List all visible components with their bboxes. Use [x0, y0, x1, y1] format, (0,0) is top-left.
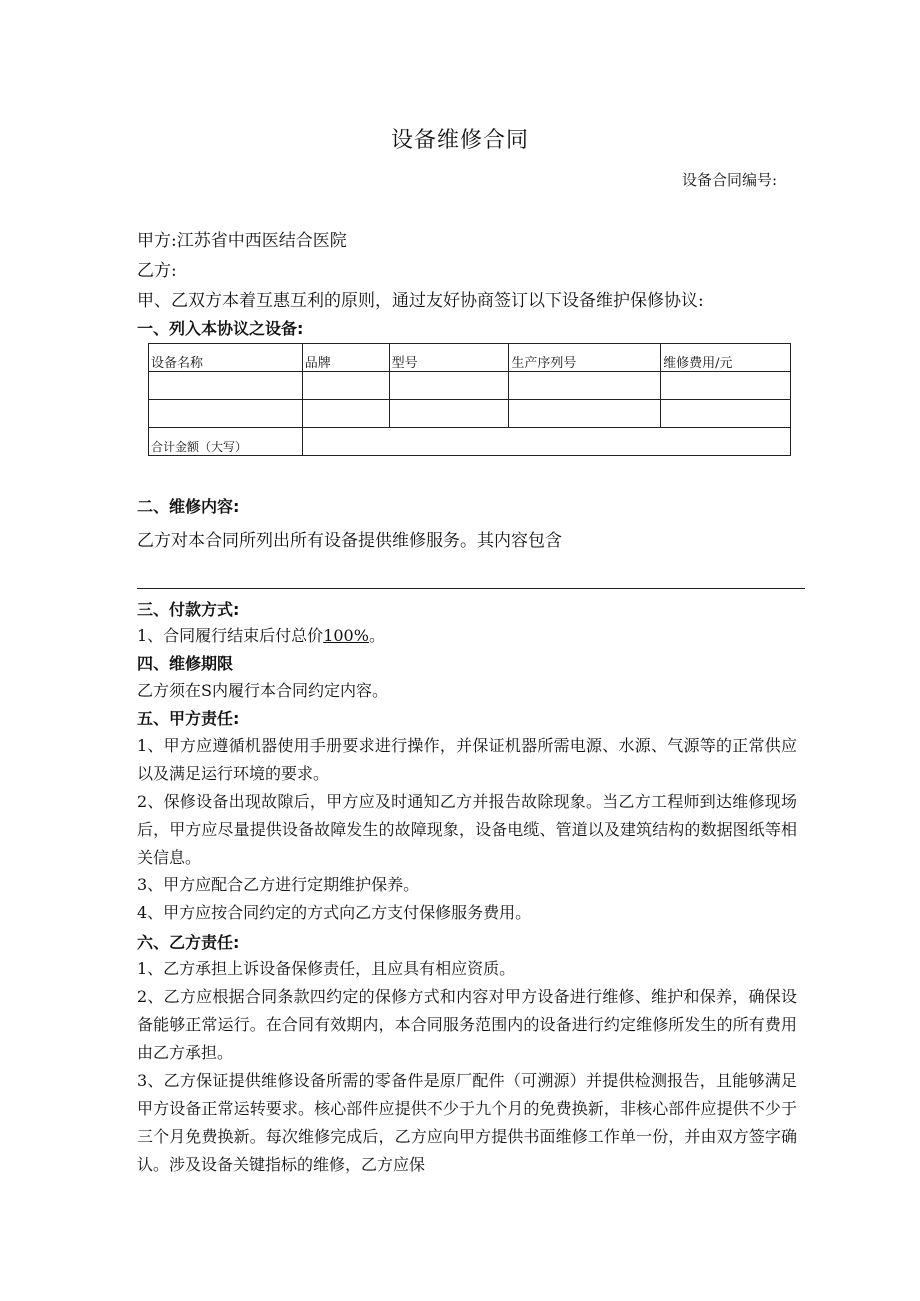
section5-item: 4、甲方应按合同约定的方式向乙方支付保修服务费用。: [137, 903, 532, 922]
payment-item-suffix: 。: [368, 626, 385, 645]
section1-heading: 一、列入本协议之设备:: [137, 319, 304, 338]
section6-item: 3、乙方保证提供维修设备所需的零备件是原厂配件（可溯源）并提供检测报告，且能够满足甲方设备正常运转要求。核心部件应提供不少于九个月的免费换新，非核心部件应提供不少于三个月免费换新。每次维修完成后，乙方应向甲方提供书面维修工作单一份，并由双方签字确认。涉及设备关键指标的维修，乙方应保: [137, 1071, 797, 1174]
section2-text: 乙方对本合同所列出所有设备提供维修服务。其内容包含: [137, 531, 562, 551]
table-row: [149, 400, 791, 428]
payment-amount: 100%: [323, 626, 369, 645]
section5-item: 2、保修设备出现故隙后，甲方应及时通知乙方并报告故除现象。当乙方工程师到达维修现场后，甲方应尽量提供设备故障发生的故障现象，设备电缆、管道以及建筑结构的数据图纸等相关信息。: [137, 792, 797, 867]
header-cell-name: 设备名称: [149, 344, 303, 372]
header-cell-serial: 生产序列号: [509, 344, 661, 372]
section4-heading: 四、维修期限: [137, 654, 234, 673]
table-cell: [509, 400, 661, 428]
header-cell-cost: 维修费用/元: [661, 344, 791, 372]
section6-heading: 六、乙方责任:: [137, 933, 240, 952]
party-b: 乙方:: [137, 261, 177, 281]
table-cell: [149, 372, 303, 400]
section3-heading: 三、付款方式:: [137, 600, 240, 619]
party-a: 甲方:江苏省中西医结合医院: [137, 231, 347, 251]
payment-item: [137, 623, 385, 646]
contract-number-label: 设备合同编号:: [682, 171, 778, 189]
section6-item: 1、乙方承担上诉设备保修责任，且应具有相应资质。: [137, 959, 516, 978]
table-cell: [389, 372, 509, 400]
total-label-cell: 合计金额（大写）: [149, 428, 303, 456]
section4-text: 乙方须在S内履行本合同约定内容。: [137, 681, 388, 700]
total-value-cell: [302, 428, 790, 456]
table-cell: [661, 372, 791, 400]
table-cell: [389, 400, 509, 428]
intro-text: 甲、乙双方本着互惠互利的原则，通过友好协商签订以下设备维护保修协议:: [137, 291, 704, 311]
section6-item: 2、乙方应根据合同条款四约定的保修方式和内容对甲方设备进行维修、维护和保养，确保设备能够正常运行。在合同有效期内，本合同服务范围内的设备进行约定维修所发生的所有费用由乙方承担。: [137, 987, 797, 1062]
blank-fill-line: [137, 588, 805, 589]
header-cell-model: 型号: [389, 344, 509, 372]
payment-item-prefix: 1、合同履行结束后付总价: [137, 626, 324, 645]
section5-item: 3、甲方应配合乙方进行定期维护保养。: [137, 875, 420, 894]
equipment-table: [148, 343, 791, 456]
table-total-row: [149, 428, 791, 456]
section5-item: 1、甲方应遵循机器使用手册要求进行操作，并保证机器所需电源、水源、气源等的正常供应以及满足运行环境的要求。: [137, 736, 797, 783]
table-cell: [509, 372, 661, 400]
table-cell: [302, 400, 389, 428]
table-row: [149, 372, 791, 400]
table-cell: [661, 400, 791, 428]
section5-heading: 五、甲方责任:: [137, 709, 240, 728]
page-title: 设备维修合同: [390, 128, 529, 153]
table-cell: [149, 400, 303, 428]
table-cell: [302, 372, 389, 400]
section2-heading: 二、维修内容:: [137, 497, 240, 516]
header-cell-brand: 品牌: [302, 344, 389, 372]
table-header-row: [149, 344, 791, 372]
